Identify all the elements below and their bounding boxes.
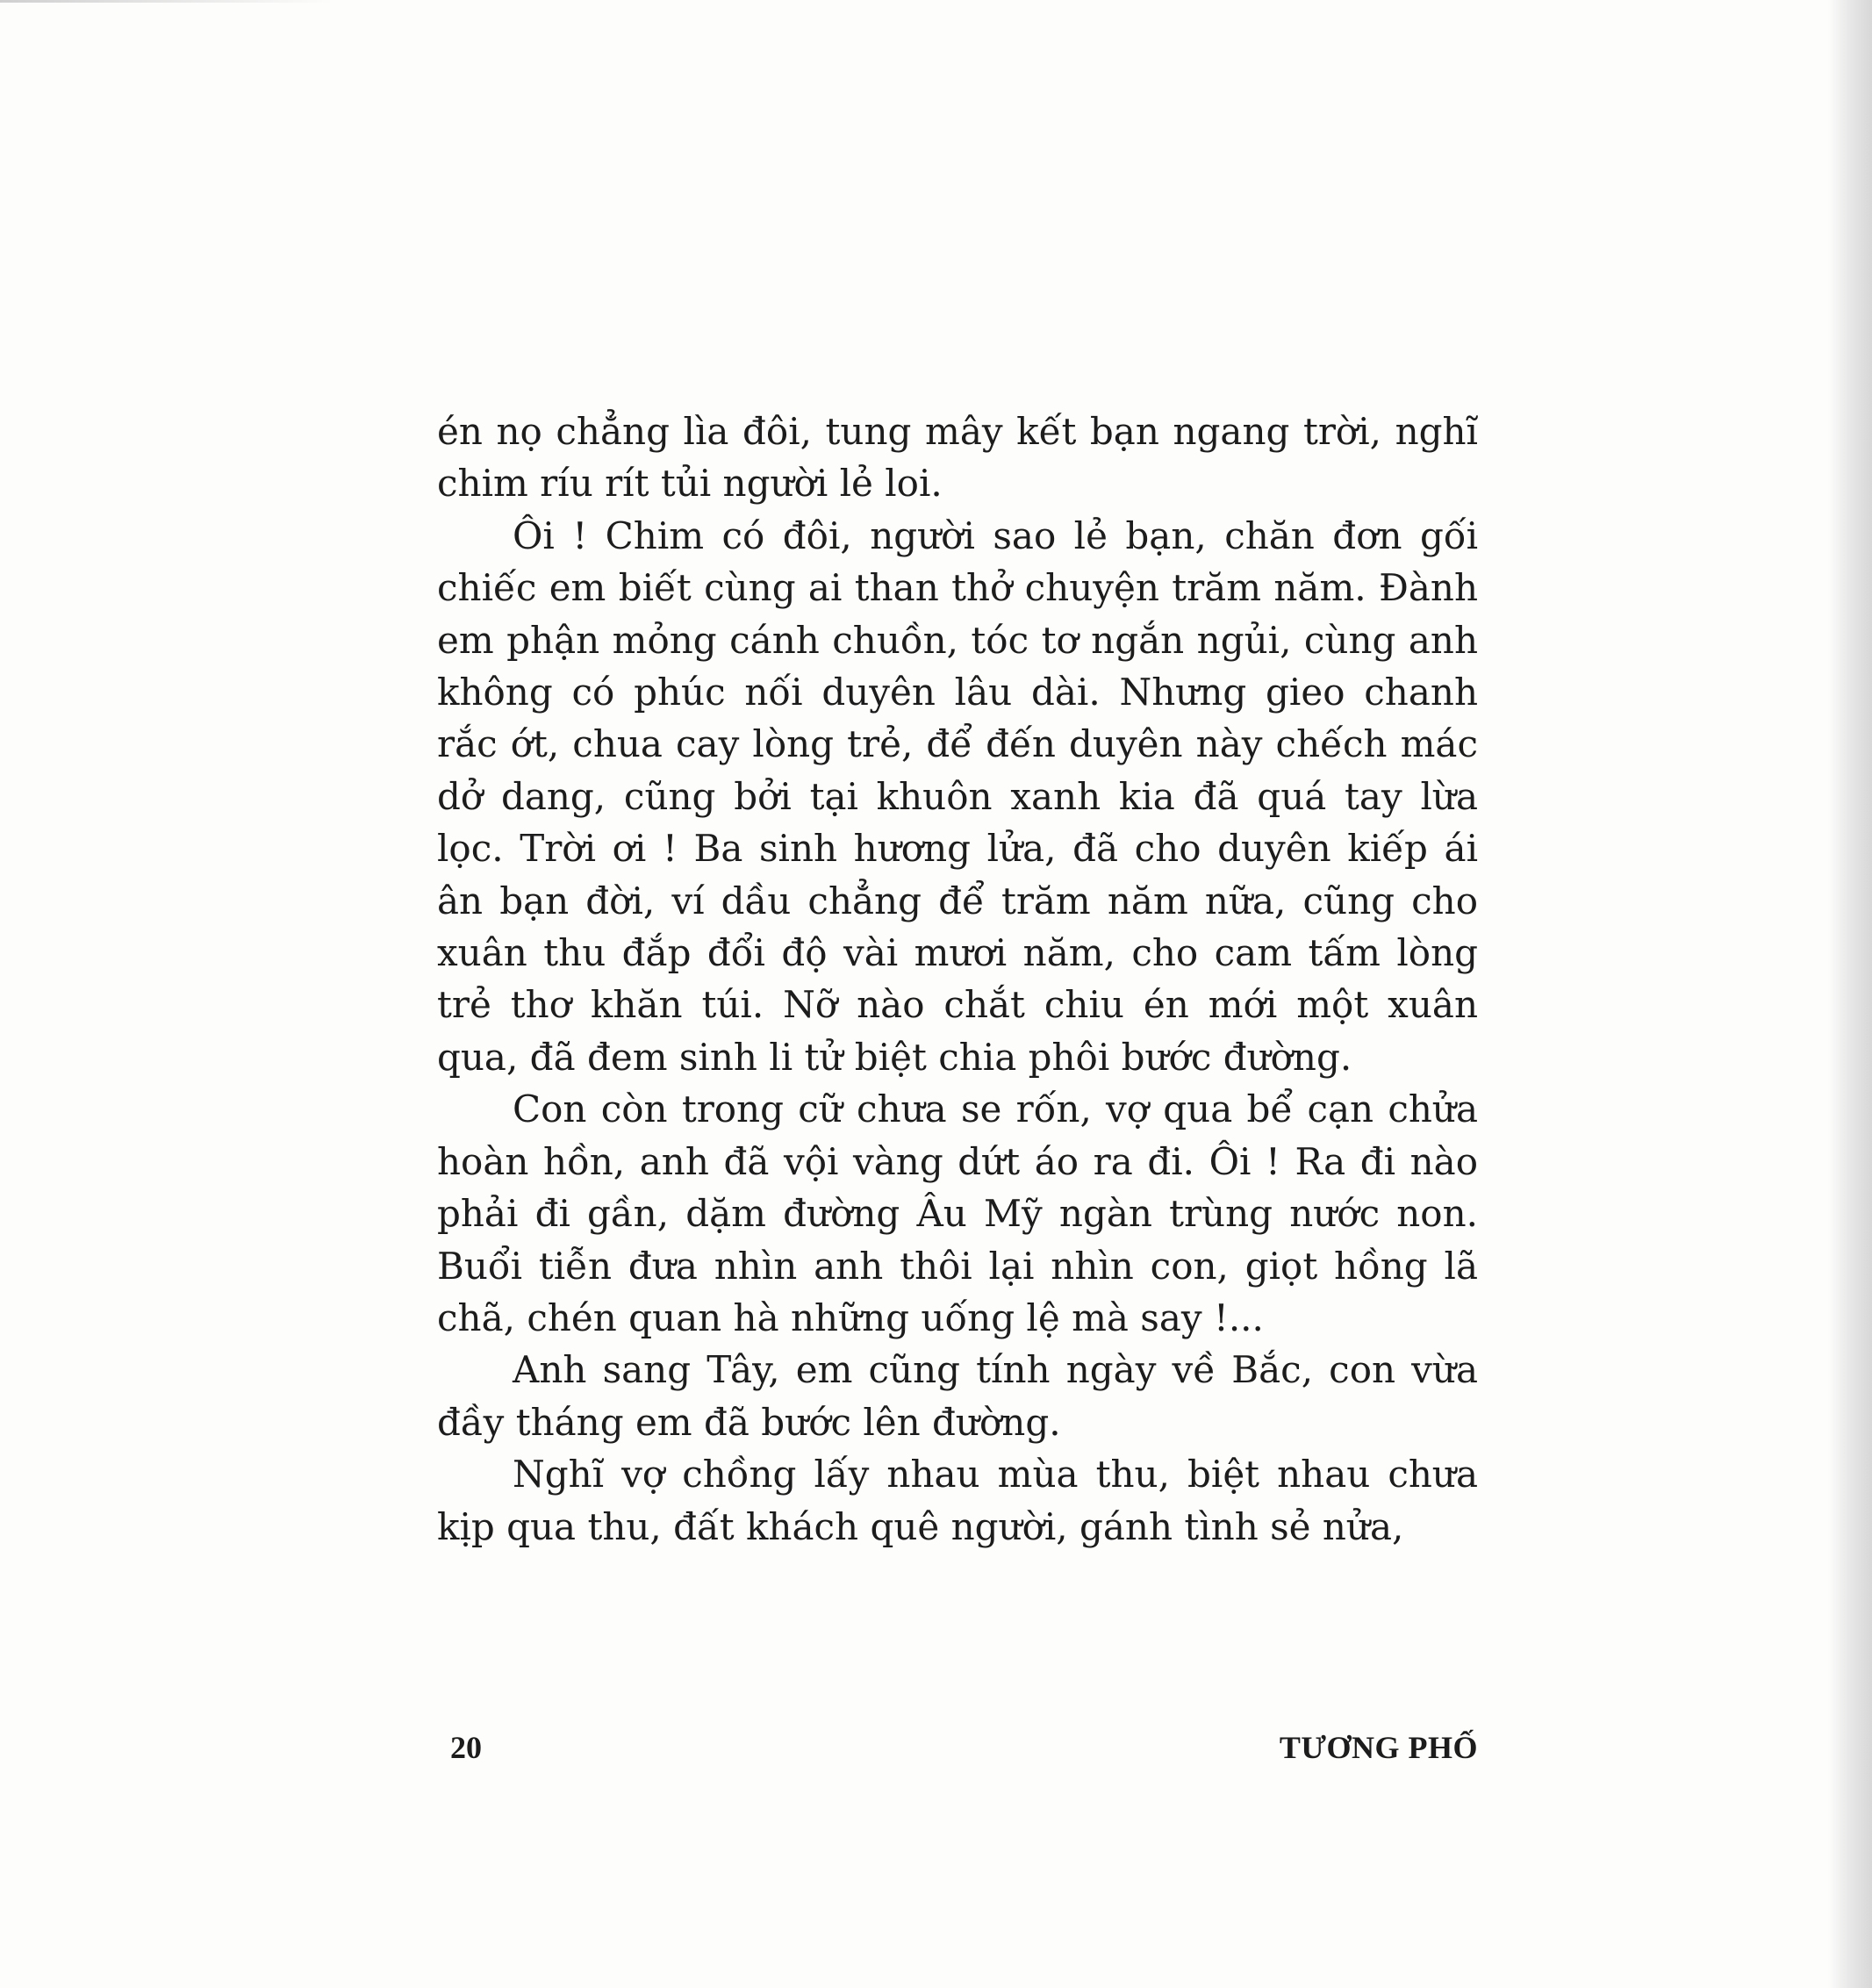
paragraph: Ôi ! Chim có đôi, người sao lẻ bạn, chăn đơn gối chiếc em biết cùng ai than thở chuyện trăm năm. Đành em phận mỏng cánh chuồn, tóc tơ ngắn ngủi, cùng anh không có phúc nối duyên lâu dài. Nhưng gieo chanh rắc ớt, chua cay lòng trẻ, để đến duyên này chếch mác dở dang, cũng bởi tại khuôn xanh kia đã quá tay lừa lọc. Trời ơi ! Ba sinh hương lửa, đã cho duyên kiếp ái ân bạn đời, ví dầu chẳng để trăm năm nữa, cũng cho xuân thu đắp đổi độ vài mươi năm, cho cam tấm lòng trẻ thơ khăn túi. Nỡ nào chắt chiu én mới một xuân qua, đã đem sinh li tử biệt chia phôi bước đường.: [437, 513, 1478, 1079]
scan-shadow-right: [1828, 0, 1872, 1988]
paragraph: Con còn trong cữ chưa se rốn, vợ qua bể cạn chửa hoàn hồn, anh đã vội vàng dứt áo ra đi. Ôi ! Ra đi nào phải đi gần, dặm đường Âu Mỹ ngàn trùng nước non. Buổi tiễn đưa nhìn anh thôi lại nhìn con, giọt hồng lã chã, chén quan hà những uống lệ mà say !...: [437, 1087, 1478, 1339]
page-footer: [450, 1729, 1478, 1773]
paragraph-continued: én nọ chẳng lìa đôi, tung mây kết bạn ngang trời, nghĩ chim ríu rít tủi người lẻ loi.: [437, 410, 1478, 506]
scan-shadow-top: [0, 0, 334, 3]
body-text: [437, 405, 1478, 1553]
paragraph: Nghĩ vợ chồng lấy nhau mùa thu, biệt nhau chưa kịp qua thu, đất khách quê người, gánh tình sẻ nửa,: [437, 1453, 1478, 1548]
page-number: 20: [450, 1730, 482, 1765]
paragraph: Anh sang Tây, em cũng tính ngày về Bắc, con vừa đầy tháng em đã bước lên đường.: [437, 1348, 1478, 1444]
running-title: TƯƠNG PHỐ: [1279, 1730, 1478, 1765]
